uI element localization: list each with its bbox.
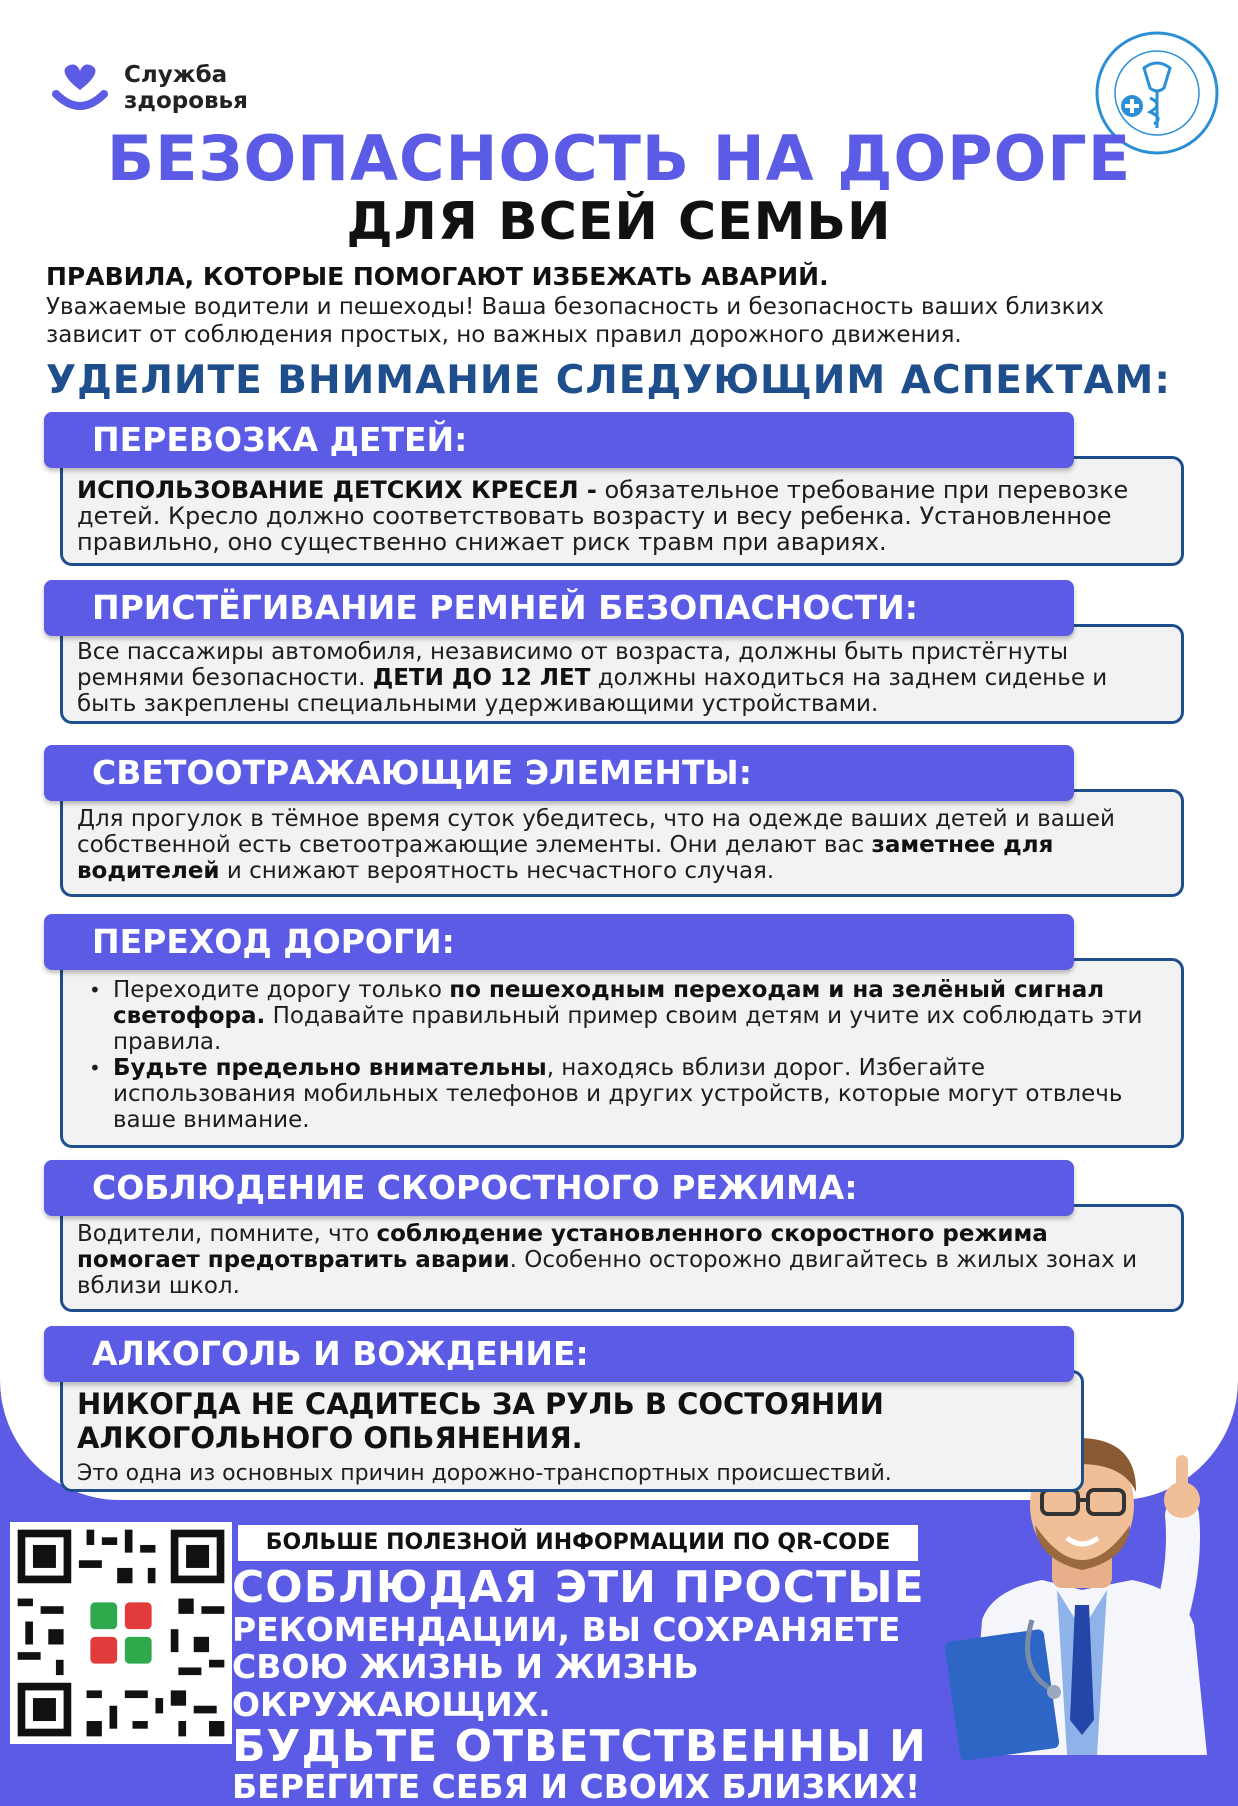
section-road-crossing <box>44 914 1184 1148</box>
section-body <box>60 456 1184 566</box>
section-title: СОБЛЮДЕНИЕ СКОРОСТНОГО РЕЖИМА: <box>44 1160 1074 1216</box>
list-text: Подавайте правильный пример своим детям и учите их соблюдать эти правила. <box>113 1003 1143 1055</box>
section-bold-text: ДЕТИ ДО 12 ЛЕТ <box>372 665 591 691</box>
intro-heading: ПРАВИЛА, КОТОРЫЕ ПОМОГАЮТ ИЗБЕЖАТЬ АВАРИЙ. <box>46 262 829 291</box>
section-text: должны находиться на заднем сиденье и быть закреплены специальными удерживающими устройствами. <box>77 665 1108 717</box>
section-body <box>60 789 1184 897</box>
section-title: ПЕРЕХОД ДОРОГИ: <box>44 914 1074 970</box>
section-body <box>60 1204 1184 1312</box>
section-body <box>60 1370 1084 1492</box>
footer-line-5: БЕРЕГИТЕ СЕБЯ И СВОИХ БЛИЗКИХ! <box>232 1767 921 1806</box>
list-text: , находясь вблизи дорог. Избегайте использования мобильных телефонов и других устройств, которые могут отвлечь ваше внимание. <box>113 1055 1123 1133</box>
section-body <box>60 958 1184 1148</box>
alcohol-warning: НИКОГДА НЕ САДИТЕСЬ ЗА РУЛЬ В СОСТОЯНИИ АЛКОГОЛЬНОГО ОПЬЯНЕНИЯ. <box>77 1387 884 1455</box>
section-text: Для прогулок в тёмное время суток убедитесь, что на одежде ваших детей и вашей собственной есть светоотражающие элементы. Они делают вас <box>77 806 1115 858</box>
list-bold-text: Будьте предельно внимательны <box>113 1055 547 1081</box>
list-item <box>77 1055 1167 1133</box>
brand-line-1: Служба <box>124 62 228 88</box>
brand-line-2: здоровья <box>124 88 248 114</box>
intro-text: Уважаемые водители и пешеходы! Ваша безопасность и безопасность ваших близких зависит от соблюдения простых, но важных правил дорожного движения. <box>46 294 1105 348</box>
footer-line-4: БУДЬТЕ ОТВЕТСТВЕННЫ И <box>232 1721 927 1772</box>
footer-line-1: СОБЛЮДАЯ ЭТИ ПРОСТЫЕ <box>232 1562 925 1613</box>
section-title: СВЕТООТРАЖАЮЩИЕ ЭЛЕМЕНТЫ: <box>44 745 1074 801</box>
section-bold-text: заметнее для водителей <box>77 832 1054 884</box>
section-seat-belts <box>44 580 1184 730</box>
crossing-list <box>77 977 1167 1133</box>
qr-label: БОЛЬШЕ ПОЛЕЗНОЙ ИНФОРМАЦИИ ПО QR-CODE <box>238 1525 918 1561</box>
section-bold-text: соблюдение установленного скоростного режима помогает предотвратить аварии <box>77 1221 1048 1273</box>
poster-subtitle: ДЛЯ ВСЕЙ СЕМЬИ <box>346 192 892 252</box>
qr-code[interactable] <box>10 1522 232 1744</box>
brand-name <box>124 62 248 114</box>
section-reflective <box>44 745 1184 900</box>
section-body <box>60 624 1184 724</box>
aspects-heading: УДЕЛИТЕ ВНИМАНИЕ СЛЕДУЮЩИМ АСПЕКТАМ: <box>46 358 1171 403</box>
section-text: обязательное требование при перевозке детей. Кресло должно соответствовать возрасту и весу ребенка. Установленное правильно, оно существенно снижает риск травм при авариях. <box>77 476 1129 556</box>
section-title: АЛКОГОЛЬ И ВОЖДЕНИЕ: <box>44 1326 1074 1382</box>
list-text: Переходите дорогу только <box>113 977 450 1003</box>
section-speed-limit <box>44 1160 1184 1316</box>
list-item <box>77 977 1167 1055</box>
footer-line-3: СВОЮ ЖИЗНЬ И ЖИЗНЬ ОКРУЖАЮЩИХ. <box>232 1647 699 1724</box>
heart-smile-icon <box>50 60 110 116</box>
section-alcohol <box>44 1326 1184 1496</box>
intro-block <box>46 262 1206 349</box>
list-bold-text: по пешеходным переходам и на зелёный сигнал светофора. <box>113 977 1105 1029</box>
section-text: и снижают вероятность несчастного случая. <box>219 858 775 884</box>
section-title: ПРИСТЁГИВАНИЕ РЕМНЕЙ БЕЗОПАСНОСТИ: <box>44 580 1074 636</box>
section-child-transport <box>44 412 1184 572</box>
alcohol-note: Это одна из основных причин дорожно-транспортных происшествий. <box>77 1461 892 1486</box>
footer-message <box>232 1564 952 1804</box>
brand-logo[interactable] <box>50 60 248 116</box>
section-text: . Особенно осторожно двигайтесь в жилых зонах и вблизи школ. <box>77 1247 1138 1299</box>
poster-title: БЕЗОПАСНОСТЬ НА ДОРОГЕ <box>106 122 1132 195</box>
section-title: ПЕРЕВОЗКА ДЕТЕЙ: <box>44 412 1074 468</box>
section-text: Водители, помните, что <box>77 1221 377 1247</box>
section-text: Все пассажиры автомобиля, независимо от возраста, должны быть пристёгнуты ремнями безопасности. <box>77 639 1068 691</box>
footer-line-2: РЕКОМЕНДАЦИИ, ВЫ СОХРАНЯЕТЕ <box>232 1610 901 1649</box>
section-bold-text: ИСПОЛЬЗОВАНИЕ ДЕТСКИХ КРЕСЕЛ - <box>77 476 597 504</box>
